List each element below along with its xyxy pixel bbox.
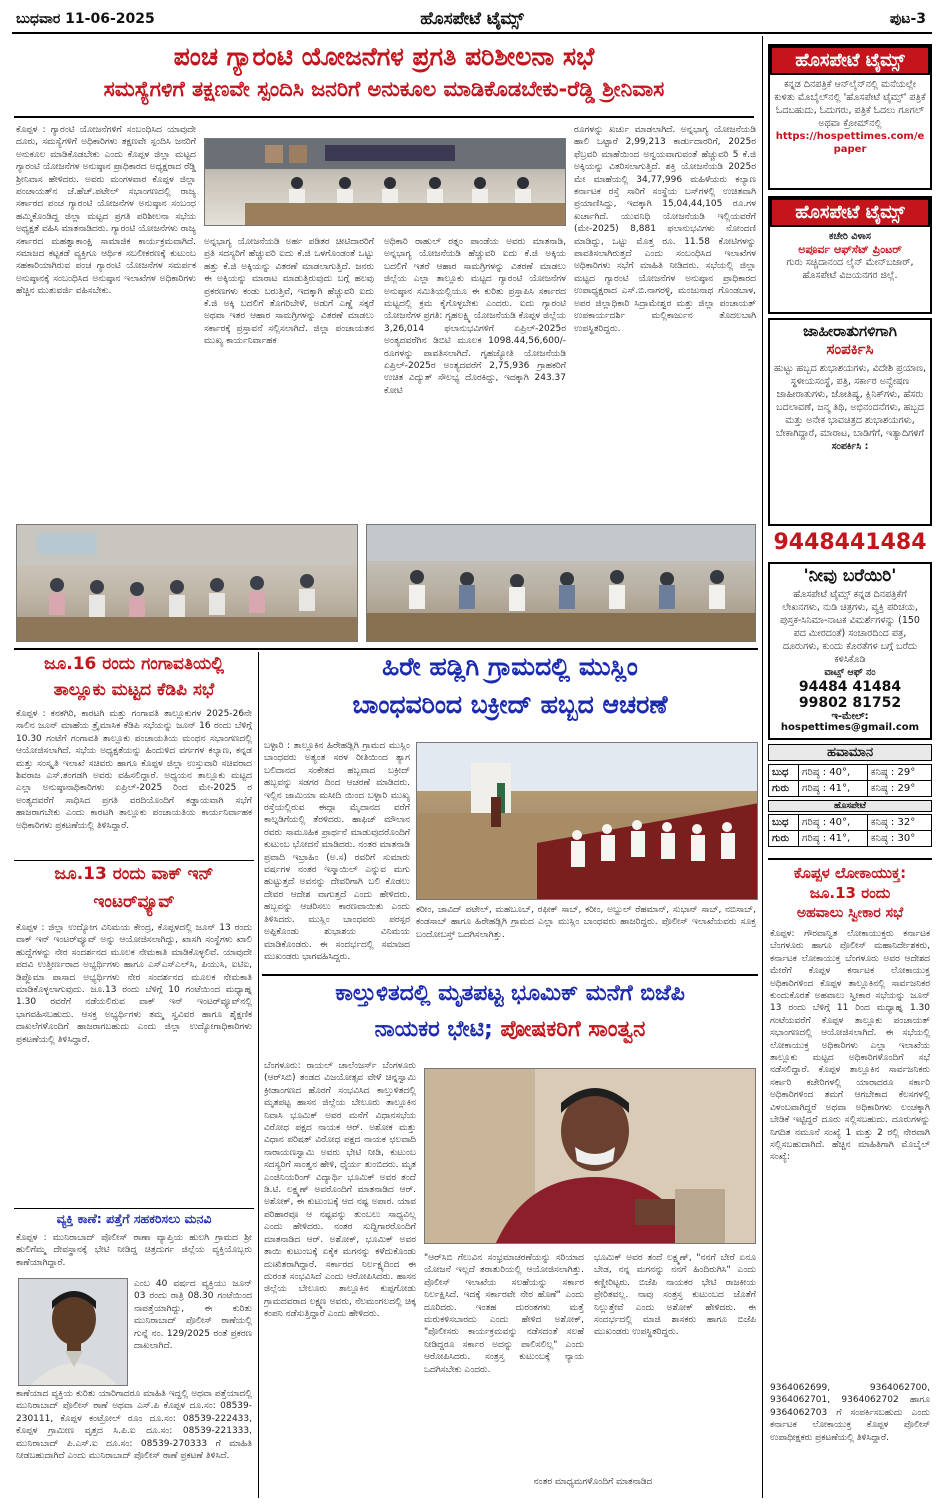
story2-body: ಕೊಪ್ಪಳ : ಕನಕಗಿರಿ, ಕಾರಟಗಿ ಮತ್ತು ಗಂಗಾವತಿ ತಾಲ್ಲೂಕುಗಳ 2025-26ನೇ ಸಾಲಿನ ಜೂನ್ ಮಾಹೆಯ ತ್ರೈಮಾಸಿಕ ಕೆಡಿಪಿ ಸಭೆಯನ್ನು ಜೂನ್ 16 ರಂದು ಬೆಳಿಗ್ಗೆ 10.30 ಗಂಟೆಗೆ ಗಂಗಾವತಿ ತಾಲ್ಲೂಕು ಪಂಚಾಯತಿಯ ಮಂಥನ ಸಭಾಂಗಣದಲ್ಲಿ ಆಯೋಜಿಸಲಾಗಿದೆ. ಸಭೆಯ ಅಧ್ಯಕ್ಷತೆಯನ್ನು ಹಿಂದುಳಿದ ವರ್ಗಗಳ ಕಲ್ಯಾಣ, ಕನ್ನಡ ಮತ್ತು ಸಂಸ್ಕೃತಿ ಇಲಾಖೆ ಸಚಿವರು ಹಾಗೂ ಕೊಪ್ಪಳ ಜಿಲ್ಲಾ ಉಸ್ತುವಾರಿ ಸಚಿವರಾದ ಶಿವರಾಜ ಎಸ್.ತಂಗಡಗಿ ಅವರು ವಹಿಸಲಿದ್ದಾರೆ. ಅಧ್ಯಯನ ತಾಲ್ಲೂಕು ಮಟ್ಟದ ಎಲ್ಲಾ ಅನುಷ್ಠಾನಾಧಿಕಾರಿಗಳು ಏಪ್ರಿಲ್-2025 ರಿಂದ ಮೇ-2025 ರ ಅಂತ್ಯದವರೆಗೆ ಸಾಧಿಸಿದ ಪ್ರಗತಿ ವರದಿಯೊಂದಿಗೆ ಕಡ್ಡಾಯವಾಗಿ ಸಭೆಗೆ ಹಾಜರಾಗಬೇಕು ಎಂದು ಕಾರಟಗಿ ತಾಲ್ಲೂಕು ಪಂಚಾಯತಿಯ ಕಾರ್ಯನಿರ್ವಾಹಕ ಅಧಿಕಾರಿಗಳು ಪ್ರಕಟಣೆಯಲ್ಲಿ ತಿಳಿಸಿದ್ದಾರೆ. (16, 709, 252, 831)
story7-phones: 9364062699, 9364062700, 9364062701, 9364062702 ಹಾಗೂ 9364062703 ಗೆ ಸಂಪರ್ಕಿಸಬಹುದು ಎಂದು ಕರ್ನಾಟಕ ಲೋಕಾಯುಕ್ತ ಕೊಪ್ಪಳ ಪೊಲೀಸ್ ಉಪಾಧೀಕ್ಷಕರು ಪ್ರಕಟಣೆಯಲ್ಲಿ ತಿಳಿಸಿದ್ದಾರೆ. (770, 1383, 930, 1443)
weather-row: ಬುಧ ಗರಿಷ್ಠ : 40°, ಕನಿಷ್ಠ : 32° (769, 815, 932, 831)
story6-col2: "ಆರ್‌ಸಿಬಿ ಗೆಲುವಿನ ಸಂಭ್ರಮಾಚರಣೆಯನ್ನು ಸರಿಯಾದ ಯೋಜನೆ ಇಲ್ಲದೆ ತರಾತುರಿಯಲ್ಲಿ ಆಯೋಜಿಸಲಾಗಿತ್ತು. ಪೊಲೀಸ್ ಇಲಾಖೆಯ ಸಲಹೆಯನ್ನು ಸರ್ಕಾರ ನಿರ್ಲಕ್ಷಿಸಿದೆ. ಇದಕ್ಕೆ ಸರ್ಕಾರವೇ ನೇರ ಹೊಣೆ" ಎಂದು ದೂರಿದರು. ಇಂತಹ ದುರಂತಗಳು ಮತ್ತೆ ಮರುಕಳಿಸಬಾರದು ಎಂದು ಹೇಳಿದ ಅಶೋಕ್, "ಪೊಲೀಸರು ಕಾರ್ಯಕ್ರಮವನ್ನು ನಡೆಸದಂತೆ ಸಲಹೆ ನೀಡಿದ್ದರೂ ಸರ್ಕಾರ ಅದನ್ನು ಪಾಲಿಸಲಿಲ್ಲ" ಎಂದು ಆರೋಪಿಸಿದರು. ಸಂತ್ರಸ್ತ ಕುಟುಂಬಕ್ಕೆ ನ್ಯಾಯ ಒದಗಿಸಬೇಕು ಎಂದರು. (424, 1253, 584, 1375)
story6-headline-2b: ಪೋಷಕರಿಗೆ ಸಾಂತ್ವನ (500, 1017, 646, 1042)
advertise-text: ಹುಟ್ಟು ಹಬ್ಬದ ಶುಭಾಶಯಗಳು, ವಿದೇಶಿ ಪ್ರಯಾಣ, ಸ್ಥಳೀಯಸಂಸ್ಥೆ, ಪತ್ರಿ, ಸರ್ಕಾರ ಅನ್ವೇಷಣ ಜಾಹೀರಾತುಗಳು, ಜೋತಿಷ್ಯ, ಕ್ಲಿನಿಕ್‌ಗಳು, ಹೆಸರು ಬದಲಾವಣೆ, ಜನ್ಮ ತಿಥಿ, ಅಭಿನಂದನೆಗಳು, ಹಬ್ಬದ ಮತ್ತು ಅನೇಕ ಭಾವಚಿತ್ರದ ಶುಭಾಶಯಗಳು, ಬೇಕಾಗಿದ್ದಾರೆ, ಮಾರಾಟ, ಬಾಡಿಗೆಗೆ, ಇತ್ಯಾದಿಗಳಿಗೆ (774, 363, 926, 439)
epaper-ad-box (768, 44, 932, 190)
masthead-bar (12, 8, 932, 34)
story5-body-right: ಕರೀಂ, ಜಾವಿದ್ ಪಟೇಲ್, ಮಹಬೂಬ್, ರಫೀಕ್ ಸಾಬ್, ಕರೀಂ, ಅಬ್ದುಲ್ ರೆಹಮಾನ್, ಸುಭಾನ್ ಸಾಬ್, ನಬಿಸಾಬ್, ಕಂಡಸಾಬ್ ಹಾಗೂ ಹಿರೇಹಡ್ಲಿಗಿ ಗ್ರಾಮದ ಎಲ್ಲಾ ಮುಸ್ಲಿಂ ಬಾಂಧವರು ಹಾಜರಿದ್ದರು. ಪೊಲೀಸ್ ಇಲಾಖೆಯವರು ಸೂಕ್ತ ಬಂದೋಬಸ್ತ್ ಒದಗಿಸಲಾಗಿತ್ತು. (416, 905, 756, 940)
story6-col4-tail: ನಂತರ ಮಾಧ್ಯಮಗಳೊಂದಿಗೆ ಮಾತನಾಡಿದ (533, 1477, 653, 1487)
meeting-photo-main (204, 138, 566, 226)
weather-table-2 (768, 814, 932, 847)
story6-col3: ಭೂಮಿಕ್ ಅವರ ತಂದೆ ಲಕ್ಷ್ಮಣ್, "ನನಗೆ ಬೇರೆ ಏನೂ ಬೇಡ, ನನ್ನ ಮಗನನ್ನು ನನಗೆ ಹಿಂದಿರುಗಿಸಿ" ಎಂದು ಕಣ್ಣೀರಿಟ್ಟರು. ಬಿಜೆಪಿ ನಾಯಕರ ಭೇಟಿ ರಾಜಕೀಯ ಪ್ರೇರಿತವಲ್ಲ. ನಾವು ಸಂತ್ರಸ್ತ ಕುಟುಂಬದ ಜೊತೆಗೆ ನಿಲ್ಲುತ್ತೇವೆ ಎಂದು ಅಶೋಕ್ ಹೇಳಿದರು. ಈ ಸಂದರ್ಭದಲ್ಲಿ ಮಾಜಿ ಶಾಸಕರು ಹಾಗೂ ಬಿಜೆಪಿ ಮುಖಂಡರು ಉಪಸ್ಥಿತರಿದ್ದರು. (594, 1253, 756, 1338)
story4-body-top: ಕೊಪ್ಪಳ : ಮುನಿರಾಬಾದ್ ಪೊಲೀಸ್ ಠಾಣಾ ವ್ಯಾಪ್ತಿಯ ಹುಲಗಿ ಗ್ರಾಮದ ಶ್ರೀ ಹುಲಿಗೆಮ್ಮ ದೇವಸ್ಥಾನಕ್ಕೆ ಭೇಟಿ ನೀಡಿದ್ದ ಚಿತ್ರದುರ್ಗ ಜಿಲ್ಲೆಯ ವ್ಯಕ್ತಿಯೊಬ್ಬರು ಕಾಣೆಯಾಗಿದ್ದಾರೆ. (16, 1233, 252, 1268)
story4-body-side: ಎಂಬ 40 ವರ್ಷದ ವ್ಯಕ್ತಿಯು ಜೂನ್ 03 ರಂದು ರಾತ್ರಿ 08.30 ಗಂಟೆಯಿಂದ ನಾಪತ್ತೆಯಾಗಿದ್ದು, ಈ ಕುರಿತು ಮುನಿರಾಬಾದ್ ಪೊಲೀಸ್ ಠಾಣೆಯಲ್ಲಿ ಗುನ್ನೆ ನಂ. 129/2025 ರಂತೆ ಪ್ರಕರಣ ದಾಖಲಾಗಿದೆ. (134, 1279, 252, 1352)
story2-headline-2: ತಾಲ್ಲೂಕು ಮಟ್ಟದ ಕೆಡಿಪಿ ಸಭೆ (53, 680, 215, 700)
story7-headline-1: ಕೊಪ್ಪಳ ಲೋಕಾಯುಕ್ತ: (793, 864, 907, 882)
advertise-title-1: ಜಾಹೀರಾತುಗಳಿಗಾಗಿ (803, 322, 897, 340)
write-to-us-title: 'ನೀವು ಬರೆಯಿರಿ' (803, 566, 897, 586)
issue-date: ಬುಧವಾರ 11-06-2025 (16, 11, 155, 27)
whatsapp-label: ವಾಟ್ಸ್ ಆಫ್ ನಂ (824, 667, 876, 678)
story4-headline: ವ್ಯಕ್ತಿ ಕಾಣೆ: ಪತ್ತೆಗೆ ಸಹಕರಿಸಲು ಮನವಿ (56, 1211, 212, 1226)
printer-name: ಅಪೂರ್ವ ಆಫ್‌ಸೆಟ್ ಪ್ರಿಂಟರ್ (798, 243, 902, 256)
weather-city: ಹೊಸಪೇಟೆ (768, 800, 932, 812)
weather-title: ಹವಾಮಾನ (768, 744, 932, 761)
story1-col3: ಅಧಿಕಾರಿ ರಾಹುಲ್ ರತ್ನಂ ಪಾಂಡೆಯ ಅವರು ಮಾತನಾಡಿ, ಅನ್ನಭಾಗ್ಯ ಯೋಜನೆಯಡಿ ಹೆಚ್ಚುವರಿ ಐದು ಕೆ.ಜಿ ಅಕ್ಕಿಯ ಬದಲಿಗೆ ಇತರೆ ಆಹಾರ ಸಾಮಗ್ರಿಗಳನ್ನು ವಿತರಣೆ ಮಾಡಲು ಜಿಲ್ಲೆಯ ಎಲ್ಲಾ ತಾಲ್ಲೂಕು ಮಟ್ಟದ ಗ್ಯಾರಂಟಿ ಯೋಜನೆಗಳ ಅನುಷ್ಠಾನ ಸಮಿತಿಯಲ್ಲಿಯೂ ಈ ಕುರಿತು ಪ್ರಸ್ತಾಪಿಸಿ ಸರ್ಕಾರದ ಮಟ್ಟದಲ್ಲಿ ಕ್ರಮ ಕೈಗೊಳ್ಳಬೇಕು ಎಂದರು. ಐದು ಗ್ಯಾರಂಟಿ ಯೋಜನೆಗಳ ಪ್ರಗತಿ: ಗೃಹಲಕ್ಷ್ಮಿ ಯೋಜನೆಯಡಿ ಕೊಪ್ಪಳ ಜಿಲ್ಲೆಯ 3,26,014 ಫಲಾನುಭವಿಗಳಿಗೆ ಏಪ್ರಿಲ್-2025ರ ಅಂತ್ಯದವರೆಗಿನ ಡಿಬಿಟಿ ಮೂಲಕ 1098.44,56,600/- ರೂಗಳನ್ನು ಪಾವತಿಸಲಾಗಿದೆ. ಗೃಹಜ್ಯೋತಿ ಯೋಜನೆಯಡಿ ಏಪ್ರಿಲ್-2025ರ ಅಂತ್ಯದವರೆಗೆ 2,75,936 ಗ್ರಾಹಕರಿಗೆ ಉಚಿತ ವಿದ್ಯುತ್ ಸೌಲಭ್ಯ ದೊರಕಿದ್ದು, ಇದಕ್ಕಾಗಿ 243.37 ಕೋಟಿ (384, 237, 566, 396)
story7-body: ಕೊಪ್ಪಳ: ಗೌರವಾನ್ವಿತ ಲೋಕಾಯುಕ್ತರು ಕರ್ನಾಟಕ ಬೆಂಗಳೂರು ಹಾಗೂ ಪೊಲೀಸ್ ಮಹಾನಿರ್ದೇಶಕರು, ಕರ್ನಾಟಕ ಲೋಕಾಯುಕ್ತ ಬೆಂಗಳೂರು ಅವರ ಆದೇಶದ ಮೇರೆಗೆ ಕೊಪ್ಪಳ ಕರ್ನಾಟಕ ಲೋಕಾಯುಕ್ತ ಅಧಿಕಾರಿಗಳಿಂದ ಕೊಪ್ಪಳ ತಾಲ್ಲೂಕಿನಲ್ಲಿ ಸಾರ್ವಜನಿಕರ ಕುಂದುಕೊರತೆ ಅಹವಾಲು ಸ್ವೀಕಾರ ಸಭೆಯನ್ನು ಜೂನ್ 13 ರಂದು ಬೆಳಿಗ್ಗೆ 11 ರಿಂದ ಮಧ್ಯಾಹ್ನ 1.30 ಗಂಟೆಯವರೆಗೆ ಕೊಪ್ಪಳ ತಾಲ್ಲೂಕು ಪಂಚಾಯತ್ ಸಭಾಂಗಣದಲ್ಲಿ ಆಯೋಜಿಸಲಾಗಿದೆ. ಈ ಸಭೆಯಲ್ಲಿ ಲೋಕಾಯುಕ್ತ ಅಧಿಕಾರಿಗಳು ಎಲ್ಲಾ ಇಲಾಖೆಯ ತಾಲ್ಲೂಕು ಮಟ್ಟದ ಅಧಿಕಾರಿಗಳೊಂದಿಗೆ ಸಭೆ ನಡೆಸಲಿದ್ದಾರೆ. ಕೊಪ್ಪಳ ತಾಲ್ಲೂಕಿನ ಸಾರ್ವಜನಿಕರು ಸರ್ಕಾರಿ ಕಚೇರಿಗಳಲ್ಲಿ ಯಾರಾದರೂ ಸರ್ಕಾರಿ ಅಧಿಕಾರಿಗಳಿಂದ ತಮಗೆ ಆಗಬೇಕಾದ ಕೆಲಸಗಳಲ್ಲಿ ವಿಳಂಬವಾಗಿದ್ದರೆ ಅಥವಾ ಅಧಿಕಾರಿಗಳು ಲಂಚಕ್ಕಾಗಿ ಬೇಡಿಕೆ ಇಟ್ಟಿದ್ದರೆ ದೂರು ಸಲ್ಲಿಸಬಹುದು. ದೂರುಗಳನ್ನು ನಿಗದಿತ ನಮೂನೆ ಸಂಖ್ಯೆ 1 ಮತ್ತು 2 ರಲ್ಲಿ ನೇರವಾಗಿ ಸಲ್ಲಿಸಬಹುದಾಗಿದೆ. ಹೆಚ್ಚಿನ ಮಾಹಿತಿಗಾಗಿ ಮೊಬೈಲ್ ಸಂಖ್ಯೆ: (770, 929, 930, 1163)
whatsapp-phone-2[interactable]: 99802 81752 (798, 695, 902, 711)
advertise-title-2: ಸಂಪರ್ಕಿಸಿ (826, 340, 874, 358)
epaper-url[interactable]: https://hospettimes.com/epaper (775, 131, 925, 155)
page-number: ಪುಟ-3 (889, 11, 926, 27)
weather-row: ಬುಧ ಗರಿಷ್ಠ : 40°, ಕನಿಷ್ಠ : 29° (769, 765, 932, 781)
advertise-box (768, 318, 932, 526)
story7-headline-3: ಅಹವಾಲು ಸ್ವೀಕಾರ ಸಭೆ (796, 905, 904, 921)
epaper-ad-title: ಹೊಸಪೇಟೆ ಟೈಮ್ಸ್ (770, 46, 930, 75)
meeting-photo-left (16, 524, 358, 642)
write-to-us-text: ಹೊಸಪೇಟೆ ಟೈಮ್ಸ್ ಕನ್ನಡ ದಿನಪತ್ರಿಕೆಗೆ ಲೇಖನಗಳು, ನುಡಿ ಚಿತ್ರಗಳು, ವ್ಯಕ್ತಿ ಪರಿಚಯ, ಪುಸ್ತಕ-ಸಿನಿಮಾ-ನಾಟಕ ವಿಮರ್ಶೆಗಳನ್ನು (150 ಪದ ಮೀರದಂತೆ) ಸಂಚಾರದಿಂದ ಪತ್ರ, ದೂರುಗಳು, ಕುಂದು ಕೊರತೆಗಳ ಬಗ್ಗೆ ಬರೆದು ಕಳಿಸಿಕೊಡಿ (780, 589, 920, 665)
story1-col2: ಅನ್ನಭಾಗ್ಯ ಯೋಜನೆಯಡಿ ಅರ್ಹ ಪಡಿತರ ಚೀಟಿದಾರರಿಗೆ ಪ್ರತಿ ಸದಸ್ಯರಿಗೆ ಹೆಚ್ಚುವರಿ ಐದು ಕೆ.ಜಿ ಒಳಗೊಂಡಂತೆ ಒಟ್ಟು ಹತ್ತು ಕೆ.ಜಿ ಅಕ್ಕಿಯನ್ನು ವಿತರಣೆ ಮಾಡಲಾಗುತ್ತಿದೆ. ಜನರು ಈ ಅಕ್ಕಿಯನ್ನು ಮಾರಾಟ ಮಾಡುತ್ತಿರುವುದು ಬಗ್ಗೆ ಹಲವು ಪ್ರಕರಣಗಳು ಕಂಡು ಬರುತ್ತಿವೆ, ಇದಕ್ಕಾಗಿ ಹೆಚ್ಚುವರಿ ಐದು ಕೆ.ಜಿ ಅಕ್ಕಿ ಬದಲಿಗೆ ತೊಗರಿಬೇಳೆ, ಅಡುಗೆ ಎಣ್ಣೆ ಸಕ್ಕರೆ ಅಥವಾ ಇತರ ಆಹಾರ ಸಾಮಗ್ರಿಗಳನ್ನು ವಿತರಣೆ ಮಾಡಲು ಸರ್ಕಾರಕ್ಕೆ ಪ್ರಸ್ತಾವನೆ ಸಲ್ಲಿಸಲಾಗಿದೆ. ಜಿಲ್ಲಾ ಪಂಚಾಯತನ ಮುಖ್ಯ ಕಾರ್ಯನಿರ್ವಾಹಕ (204, 237, 374, 347)
story1-headline-1: ಪಂಚ ಗ್ಯಾರಂಟಿ ಯೋಜನೆಗಳ ಪ್ರಗತಿ ಪರಿಶೀಲನಾ ಸಭೆ (173, 42, 595, 71)
office-address: ಗುರು ಸಚ್ಚಿದಾನಂದ ಲೈನ್ ಮೇನ್‌ಬಜಾರ್, ಹೊಸಪೇಟೆ ವಿಜಯನಗರ ಜಿಲ್ಲೆ. (786, 257, 914, 281)
office-box-title: ಹೊಸಪೇಟೆ ಟೈಮ್ಸ್ (770, 198, 930, 227)
whatsapp-phone-1[interactable]: 94484 41484 (798, 679, 902, 695)
ashok-press-photo (424, 1068, 756, 1244)
story3-body: ಕೊಪ್ಪಳ : ಜಿಲ್ಲಾ ಉದ್ಯೋಗ ವಿನಿಮಯ ಕೇಂದ್ರ, ಕೊಪ್ಪಳದಲ್ಲಿ ಜೂನ್ 13 ರಂದು ವಾಕ್ ಇನ್ ಇಂಟರ್‌ವ್ಯೂವ್ ಅನ್ನು ಆಯೋಜಿಸಲಾಗಿದ್ದು, ಖಾಸಗಿ ಸಂಸ್ಥೆಗಳು ಖಾಲಿ ಹುದ್ದೆಗಳನ್ನು ನೇರ ಸಂದರ್ಶನದ ಮೂಲಕ ನೇಮಕಾತಿ ಮಾಡಿಕೊಳ್ಳಲಿವೆ. ಯಾವುದೇ ಪದವಿ ಉತ್ತೀರ್ಣರಾದ ಅಭ್ಯರ್ಥಿಗಳು ಹಾಗೂ ಎಸ್‌ಎಸ್‌ಎಲ್‌ಸಿ, ಪಿಯುಸಿ, ಐಟಿಐ, ಡಿಪ್ಲೊಮಾ ಪಾಸಾದ ಅಭ್ಯರ್ಥಿಗಳು ನೇರ ಸಂದರ್ಶನದ ಮೂಲಕ ನೇಮಕಾತಿ ಮಾಡಿಕೊಳ್ಳಲಾಗುವುದು. ಜೂ.13 ರಂದು ಬೆಳಿಗ್ಗೆ 10 ಗಂಟೆಯಿಂದ ಮಧ್ಯಾಹ್ನ 1.30 ರವರೆಗೆ ನಡೆಯಲಿರುವ ವಾಕ್ ಇನ್ ಇಂಟರ್‌ವ್ಯೂವ್‌ನಲ್ಲಿ ಭಾಗವಹಿಸಬಹುದು. ಆಸಕ್ತ ಅಭ್ಯರ್ಥಿಗಳು ತಮ್ಮ ಸ್ವವಿವರ ಹಾಗೂ ಶೈಕ್ಷಣಿಕ ದಾಖಲೆಗಳೊಂದಿಗೆ ಹಾಜರಾಗಬಹುದು ಎಂದು ಜಿಲ್ಲಾ ಉದ್ಯೋಗಾಧಿಕಾರಿಗಳು ಪ್ರಕಟಣೆಯಲ್ಲಿ ತಿಳಿಸಿದ್ದಾರೆ. (16, 923, 252, 1045)
story1-col1: ಕೊಪ್ಪಳ : ಗ್ಯಾರಂಟಿ ಯೋಜನೆಗಳಿಗೆ ಸಂಬಂಧಿಸಿದ ಯಾವುದೇ ದೂರು, ಸಮಸ್ಯೆಗಳಿಗೆ ಅಧಿಕಾರಿಗಳು ತಕ್ಷಣವೇ ಸ್ಪಂದಿಸಿ ಜನರಿಗೆ ಅನುಕೂಲ ಮಾಡಿಕೊಡಬೇಕು ಎಂದು ಕೊಪ್ಪಳ ಜಿಲ್ಲಾ ಮಟ್ಟದ ಗ್ಯಾರಂಟಿ ಯೋಜನೆಗಳ ಅನುಷ್ಠಾನ ಪ್ರಾಧಿಕಾರದ ಅಧ್ಯಕ್ಷರಾದ ರೆಡ್ಡಿ ಶ್ರೀನಿವಾಸ ಹೇಳಿದರು. ಅವರು ಮಂಗಳವಾರ ಕೊಪ್ಪಳ ಜಿಲ್ಲಾ ಪಂಚಾಯತ್‌ನ ಜೆ.ಹೆಚ್.ಪಟೇಲ್ ಸಭಾಂಗಣದಲ್ಲಿ ರಾಜ್ಯ ಸರ್ಕಾರದ ಪಂಚ ಗ್ಯಾರಂಟಿ ಯೋಜನೆಗಳ ಅನುಷ್ಠಾನ ಸಂಬಂಧ ಹಮ್ಮಿಕೊಂಡಿದ್ದ ಜಿಲ್ಲಾ ಮಟ್ಟದ ಪ್ರಗತಿ ಪರಿಶೀಲನಾ ಸಭೆಯ ಅಧ್ಯಕ್ಷತೆ ವಹಿಸಿ ಮಾತನಾಡಿದರು. ಗ್ಯಾರಂಟಿ ಯೋಜನೆಗಳು ರಾಜ್ಯ ಸರ್ಕಾರದ ಮಹತ್ವಾಕಾಂಕ್ಷಿ ಸಾಮಾಜಿಕ ಕಾರ್ಯಕ್ರಮವಾಗಿದೆ. ಸಮಾಜದ ಕಟ್ಟಕಡೆ ವ್ಯಕ್ತಿಗೂ ಆರ್ಥಿಕ ಸಬಲೀಕರಣಕ್ಕೆ ಕುಟುಂಬ ಸಹಕಾರಿಯಾಗಿರುವ ಪಂಚ ಗ್ಯಾರಂಟಿ ಯೋಜನೆಗಳ ಸಮರ್ಪಕ ಅನುಷ್ಠಾನಕ್ಕೆ ಸಂಬಂಧಿಸಿದ ಅನುಷ್ಠಾನ ಇಲಾಖೆಗಳ ಅಧಿಕಾರಿಗಳು ಹೆಚ್ಚಿನ ಮುತುವರ್ಜಿ ವಹಿಸಬೇಕು. (16, 125, 196, 297)
story3-headline-1: ಜೂ.13 ರಂದು ವಾಕ್ ಇನ್ (54, 864, 214, 884)
story1-col4: ರೂಗಳನ್ನು ಖರ್ಚು ಮಾಡಲಾಗಿದೆ. ಅನ್ನಭಾಗ್ಯ ಯೋಜನೆಯಡಿ ಹಾಲಿ ಒಟ್ಟಾರೆ 2,99,213 ಕಾರ್ಡುದಾರರಿಗೆ, 2025ರ ಫೆಬ್ರವರಿ ಮಾಹೆಯಿಂದ ಅನ್ವಯವಾಗುವಂತೆ ಹೆಚ್ಚುವರಿ 5 ಕೆ.ಜಿ ಅಕ್ಕಿಯನ್ನು ವಿತರಿಸಲಾಗುತ್ತಿದೆ. ಶಕ್ತಿ ಯೋಜನೆಯಡಿ 2025ರ ಮೇ ಮಾಹೆಯಲ್ಲಿ 34,77,996 ಮಹಿಳೆಯರು ಕಲ್ಯಾಣ ಕರ್ನಾಟಕ ರಸ್ತೆ ಸಾರಿಗೆ ಸಂಸ್ಥೆಯ ಬಸ್‌ಗಳಲ್ಲಿ ಉಚಿತವಾಗಿ ಪ್ರಯಾಣಿಸಿದ್ದು, ಇದಕ್ಕಾಗಿ 15,04,44,105 ರೂ.ಗಳ ಖರ್ಚಾಗಿದೆ. ಯುವನಿಧಿ ಯೋಜನೆಯಡಿ ಇಲ್ಲಿಯವರೆಗೆ (ಮೇ-2025) 8,881 ಫಲಾನುಭವಿಗಳು ನೋಂದಣಿ ಮಾಡಿದ್ದು, ಒಟ್ಟು ಮೊತ್ತ ರೂ. 11.58 ಕೋಟಿಗಳನ್ನು ಪಾವತಿಸಲಾಗಿರುತ್ತದೆ ಎಂದು ಸಂಬಂಧಿಸಿದ ಇಲಾಖೆಗಳ ಅಧಿಕಾರಿಗಳು ಸಭೆಗೆ ಮಾಹಿತಿ ನೀಡಿದರು. ಸಭೆಯಲ್ಲಿ ಜಿಲ್ಲಾ ಮಟ್ಟದ ಗ್ಯಾರಂಟಿ ಯೋಜನೆಗಳ ಅನುಷ್ಠಾನ ಪ್ರಾಧಿಕಾರದ ಉಪಾಧ್ಯಕ್ಷರಾದ ಎಸ್.ಬಿ.ನಾಗರಳ್ಳಿ, ಮಂಜುನಾಥ ಗೊಂಡಬಾಳ, ಅಪರ ಜಿಲ್ಲಾಧಿಕಾರಿ ಸಿದ್ರಾಮೇಶ್ವರ ಮತ್ತು ಜಿಲ್ಲಾ ಪಂಚಾಯತ್ ಉಪಕಾರ್ಯದರ್ಶಿ ಮಲ್ಲಿಕಾರ್ಜುನ ತೊದಲಬಾಗಿ ಉಪಸ್ಥಿತರಿದ್ದರು. (574, 125, 756, 334)
story2-headline-1: ಜೂ.16 ರಂದು ಗಂಗಾವತಿಯಲ್ಲಿ (43, 654, 225, 674)
story5-headline-1: ಹಿರೇ ಹಡ್ಲಿಗಿ ಗ್ರಾಮದಲ್ಲಿ ಮುಸ್ಲಿಂ (382, 652, 638, 681)
weather-table-1 (768, 764, 932, 797)
advertise-contact-label: ಸಂಪರ್ಕಿಸಿ : (831, 441, 869, 452)
bakrid-prayer-photo (416, 742, 758, 900)
office-address-box (768, 196, 932, 314)
office-label: ಕಚೇರಿ ವಿಳಾಸ (829, 231, 871, 242)
story6-col1: ಬೆಂಗಳೂರು: ರಾಯಲ್ ಚಾಲೆಂಜರ್ಸ್ ಬೆಂಗಳೂರು (ಆರ್‌ಸಿಬಿ) ತಂಡದ ವಿಜಯೋತ್ಸವ ವೇಳೆ ಚಿನ್ನಸ್ವಾಮಿ ಕ್ರೀಡಾಂಗಣದ ಹೊರಗೆ ಸಂಭವಿಸಿದ ಕಾಲ್ತುಳಿತದಲ್ಲಿ ಮೃತಪಟ್ಟ ಹಾಸನ ಜಿಲ್ಲೆಯ ಬೇಲೂರು ತಾಲ್ಲೂಕಿನ ನಿವಾಸಿ ಭೂಮಿಕ್ ಅವರ ಮನೆಗೆ ವಿಧಾನಸಭೆಯ ವಿರೋಧ ಪಕ್ಷದ ನಾಯಕ ಆರ್. ಅಶೋಕ ಮತ್ತು ವಿಧಾನ ಪರಿಷತ್ ವಿರೋಧ ಪಕ್ಷದ ನಾಯಕ ಛಲವಾದಿ ನಾರಾಯಣಸ್ವಾಮಿ ಅವರು ಭೇಟಿ ನೀಡಿ, ಕುಟುಂಬ ಸದಸ್ಯರಿಗೆ ಸಾಂತ್ವನ ಹೇಳಿ, ಧೈರ್ಯ ತುಂಬಿದರು. ಮೃತ ಎಂಜಿನಿಯರಿಂಗ್ ವಿದ್ಯಾರ್ಥಿ ಭೂಮಿಕ್ ಅವರ ತಂದೆ ಡಿ.ಟಿ. ಲಕ್ಷ್ಮಣ್ ಅವರೊಂದಿಗೆ ಮಾತನಾಡಿದ ಆರ್. ಅಶೋಕ್, ಈ ಕುಟುಂಬಕ್ಕೆ ಆದ ನಷ್ಟ ಅಪಾರ. ಯಾವ ಪರಿಹಾರವೂ ಆ ನಷ್ಟವನ್ನು ತುಂಬಲು ಸಾಧ್ಯವಿಲ್ಲ ಎಂದು ಹೇಳಿದರು. ನಂತರ ಸುದ್ದಿಗಾರರೊಂದಿಗೆ ಮಾತನಾಡಿದ ಆರ್. ಅಶೋಕ್, ಭೂಮಿಕ್ ಅವರ ತಾಯಿ ಕುಟುಂಬಕ್ಕೆ ಏಕೈಕ ಮಗನನ್ನು ಕಳೆದುಕೊಂಡು ದುಃಖಿತರಾಗಿದ್ದಾರೆ. ಸರ್ಕಾರದ ನಿರ್ಲಕ್ಷ್ಯದಿಂದ ಈ ದುರಂತ ಸಂಭವಿಸಿದೆ ಎಂದು ಆರೋಪಿಸಿದರು. ಹಾಸನ ಜಿಲ್ಲೆಯ ಬೇಲೂರು ತಾಲ್ಲೂಕಿನ ಕುಪ್ಪಗೋಡು ಗ್ರಾಮದವರಾದ ಲಕ್ಷ್ಮಣ ಅವರು, ನೆಲಮಂಗಲದಲ್ಲಿ ಚಿಕ್ಕ ಕಂಪನಿ ನಡೆಸುತ್ತಿದ್ದಾರೆ ಎಂದು ಹೇಳಿದರು. (264, 1061, 416, 1320)
story3-headline-2: ಇಂಟರ್‌ವ್ಯೂವ್ (93, 892, 175, 912)
weather-row: ಗುರು ಗರಿಷ್ಠ : 41°, ಕನಿಷ್ಠ : 29° (769, 781, 932, 797)
epaper-ad-text: ಕನ್ನಡ ದಿನಪತ್ರಿಕೆ ಆನ್‌ಲೈನ್‌ನಲ್ಲಿ ಮನೆಯಲ್ಲೇ ಕುಳಿತು ಮೊಬೈಲ್‌ನಲ್ಲಿ 'ಹೊಸಪೇಟೆ ಟೈಮ್ಸ್' ಪತ್ರಿಕೆ ಓದಬಹುದು, ಓದುಗರು, ಪತ್ರಿಕೆ ಓದಲು ಗೂಗಲ್ ಅಥವಾ ಕ್ರೋಮ್‌ನಲ್ಲಿ (774, 79, 926, 129)
story6-headline-2a: ನಾಯಕರ ಭೇಟಿ; (374, 1017, 493, 1042)
paper-title: ಹೊಸಪೇಟೆ ಟೈಮ್ಸ್ (420, 9, 524, 29)
meeting-photo-right (366, 524, 756, 642)
story4-body-bottom: ಕಾಣೆಯಾದ ವ್ಯಕ್ತಿಯ ಕುರಿತು ಯಾರಿಗಾದರೂ ಮಾಹಿತಿ ಇದ್ದಲ್ಲಿ ಅಥವಾ ಪತ್ತೆಯಾದಲ್ಲಿ ಮುನಿರಾಬಾದ್ ಪೊಲೀಸ್ ಠಾಣೆ ಅಥವಾ ಎಸ್.ಪಿ ಕೊಪ್ಪಳ ದೂ.ಸಂ: 08539-230111, ಕೊಪ್ಪಳ ಕಂಟ್ರೋಲ್ ರೂಂ ದೂ.ಸಂ: 08539-222433, ಕೊಪ್ಪಳ ಗ್ರಾಮೀಣ ವೃತ್ತದ ಸಿ.ಪಿ.ಐ ದೂ.ಸಂ: 08539-221333, ಮುನಿರಾಬಾದ್ ಪಿ.ಎಸ್.ಐ ದೂ.ಸಂ: 08539-270333 ಗೆ ಮಾಹಿತಿ ನೀಡಬಹುದಾಗಿದೆ ಎಂದು ಮುನಿರಾಬಾದ್ ಪೊಲೀಸ್ ಠಾಣೆ ಪ್ರಕಟಣೆ ತಿಳಿಸಿದೆ. (16, 1389, 252, 1462)
write-to-us-box (768, 562, 932, 740)
missing-person-photo (18, 1278, 128, 1386)
story1-headline-2: ಸಮಸ್ಯೆಗಳಿಗೆ ತಕ್ಷಣವೇ ಸ್ಪಂದಿಸಿ ಜನರಿಗೆ ಅನುಕೂಲ ಮಾಡಿಕೊಡಬೇಕು-ರೆಡ್ಡಿ ಶ್ರೀನಿವಾಸ (103, 77, 665, 101)
story5-body: ಬಳ್ಳಾರಿ : ತಾಲ್ಲೂಕಿನ ಹಿರೇಹಡ್ಲಿಗಿ ಗ್ರಾಮದ ಮುಸ್ಲಿಂ ಬಾಂಧವರು ಅತ್ಯಂತ ಸರಳ ರೀತಿಯಿಂದ ತ್ಯಾಗ ಬಲಿದಾನದ ಸಂಕೇತದ ಹಬ್ಬವಾದ ಬಕ್ರೀದ್ ಹಬ್ಬವನ್ನು ಸಡಗರ ದಿಂದ ಆಚರಣೆ ಮಾಡಿದರು. ಇಲ್ಲಿನ ಜಾಮಿಯಾ ಮಸೀದಿ ಯಿಂದ ಬಳ್ಳಾರಿ ಮುಖ್ಯ ರಸ್ತೆಯಲ್ಲಿರುವ ಈದ್ಗಾ ಮೈದಾನದ ವರೆಗೆ ಕಾಲ್ನಡಿಗೆಯಲ್ಲಿ ತೆರಳಿದರು. ಹಾಫಿಜ್ ಮೌಲಾನ ರವರು ಸಾಮೂಹಿಕ ಪ್ರಾರ್ಥನೆ ಮಾಡುವುದರೊಂದಿಗೆ ಕುಟುಂಬ ಭೋದನೆ ಮಾಡಿದರು. ನಂತರ ಮಾತನಾಡಿ ಪ್ರವಾದಿ ಇಬ್ರಾಹಿಂ (ಅ.ಸ) ರವರಿಗೆ ಸುಮಾರು ವರ್ಷಗಳ ನಂತರ ಇಸ್ಮಾಯಿಲ್ ಎನ್ನುವ ಮಗು ಹುಟ್ಟುತ್ತದೆ ಅವನನ್ನು ದೇವರಿಗಾಗಿ ಬಲಿ ಕೊಡಲು ದೇವರ ಆದೇಶ ವಾಗುತ್ತದೆ ಎಂದು ಹೇಳಿದರು. ಹಬ್ಬವನ್ನು ಆಚರಿಸಲು ಕಾರಣವಾಯಿತು ಎಂದು ತಿಳಿಸಿದರು. ಮುಸ್ಲಿಂ ಬಾಂಧವರು ಪರಸ್ಪರ ಅಪ್ಪಿಕೊಂಡು ಶುಭಾಶಯ ವಿನಿಮಯ ಮಾಡಿಕೊಂಡರು. ಈ ಸಂದರ್ಭದಲ್ಲಿ ಸಮಾಜದ ಮುಖಂಡರು ಭಾಗವಹಿಸಿದ್ದರು. (264, 741, 410, 962)
story5-headline-2: ಬಾಂಧವರಿಂದ ಬಕ್ರೀದ್ ಹಬ್ಬದ ಆಚರಣೆ (352, 690, 668, 719)
ad-phone-big[interactable]: 9448441484 (773, 530, 927, 555)
weather-row: ಗುರು ಗರಿಷ್ಠ : 41°, ಕನಿಷ್ಠ : 30° (769, 831, 932, 847)
email-label: ಇ-ಮೇಲ್: (831, 711, 869, 722)
story7-headline-2: ಜೂ.13 ರಂದು (809, 884, 891, 902)
email-address[interactable]: hospettimes@gmail.com (780, 722, 920, 733)
story6-headline-1: ಕಾಲ್ತುಳಿತದಲ್ಲಿ ಮೃತಪಟ್ಟ ಭೂಮಿಕ್ ಮನೆಗೆ ಬಿಜೆಪಿ (335, 981, 685, 1006)
